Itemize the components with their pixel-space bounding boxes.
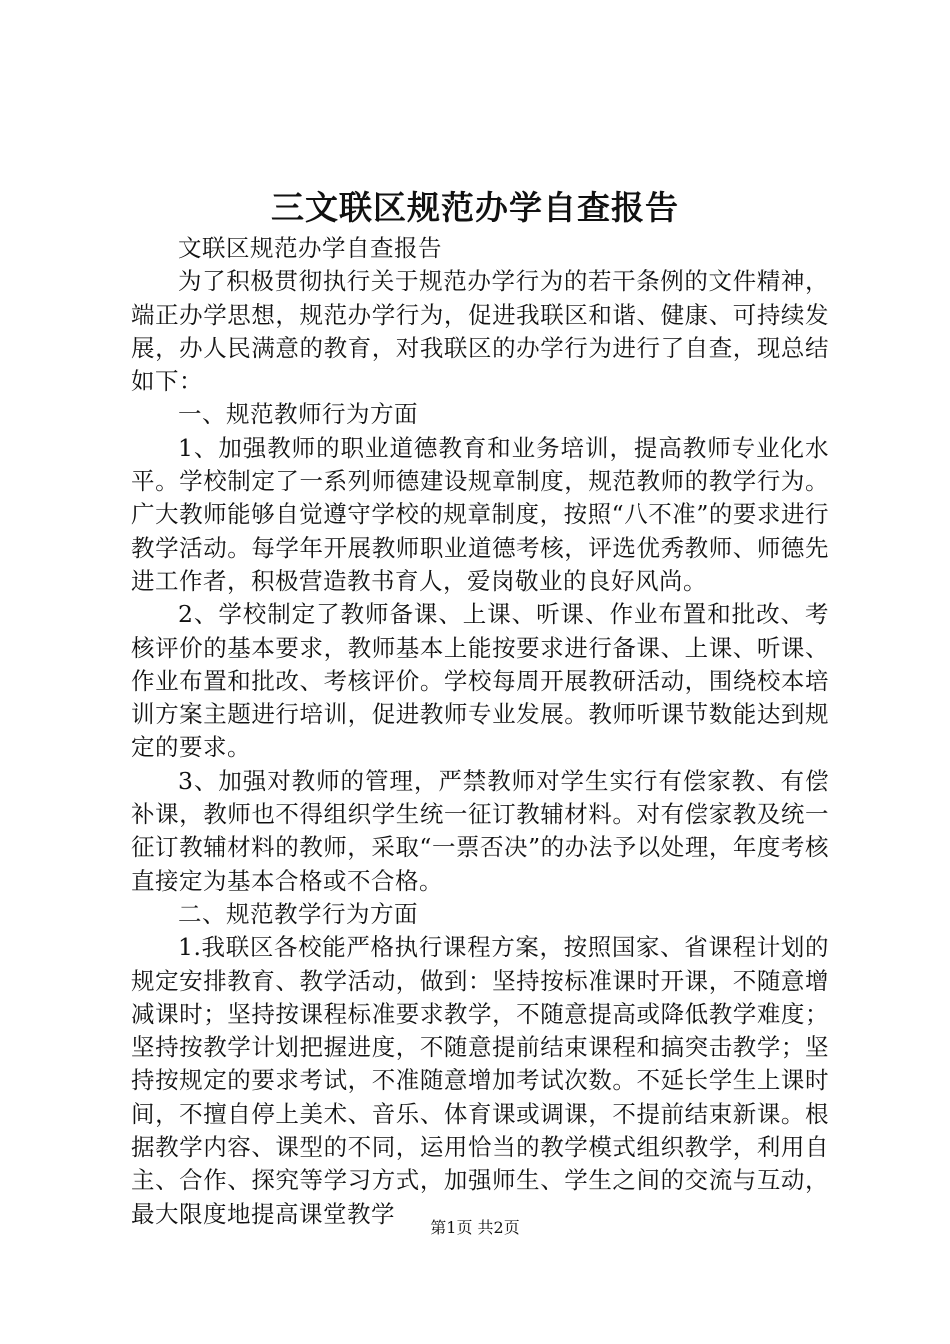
- document-title: 三文联区规范办学自查报告: [271, 188, 679, 227]
- paragraph-teaching-1: 1.我联区各校能严格执行课程方案，按照国家、省课程计划的规定安排教育、教学活动，做到：坚持按标准课时开课，不随意增减课时；坚持按课程标准要求教学，不随意提高或降低教学难度；坚持按教学计划把握进度，不随意提前结束课程和搞突击教学；坚持按规定的要求考试，不准随意增加考试次数。不延长学生上课时间，不擅自停上美术、音乐、体育课或调课，不提前结束新课。根据教学内容、课型的不同，运用恰当的教学模式组织教学，利用自主、合作、探究等学习方式，加强师生、学生之间的交流与互动，最大限度地提高课堂教学: [131, 933, 829, 1228]
- paragraph-teacher-2: 2、学校制定了教师备课、上课、听课、作业布置和批改、考核评价的基本要求，教师基本上能按要求进行备课、上课、听课、作业布置和批改、考核评价。学校每周开展教研活动，围绕校本培训方案主题进行培训，促进教师专业发展。教师听课节数能达到规定的要求。: [131, 600, 829, 762]
- paragraph-subtitle: 文联区规范办学自查报告: [178, 234, 442, 262]
- page-footer: 第1页 共2页: [430, 1218, 520, 1237]
- paragraph-intro: 为了积极贯彻执行关于规范办学行为的若干条例的文件精神，端正办学思想，规范办学行为，促进我联区和谐、健康、可持续发展，办人民满意的教育，对我联区的办学行为进行了自查，现总结如下：: [131, 267, 829, 396]
- paragraph-teacher-3: 3、加强对教师的管理，严禁教师对学生实行有偿家教、有偿补课，教师也不得组织学生统一征订教辅材料。对有偿家教及统一征订教辅材料的教师，采取“一票否决”的办法予以处理，年度考核直接定为基本合格或不合格。: [131, 766, 829, 895]
- section-heading-teacher-conduct: 一、规范教师行为方面: [178, 400, 418, 429]
- section-heading-teaching-conduct: 二、规范教学行为方面: [178, 899, 418, 928]
- document-body: [131, 232, 829, 1231]
- paragraph-teacher-1: 1、加强教师的职业道德教育和业务培训，提高教师专业化水平。学校制定了一系列师德建设规章制度，规范教师的教学行为。广大教师能够自觉遵守学校的规章制度，按照“八不准”的要求进行教学活动。每学年开展教师职业道德考核，评选优秀教师、师德先进工作者，积极营造教书育人，爱岗敬业的良好风尚。: [131, 433, 829, 595]
